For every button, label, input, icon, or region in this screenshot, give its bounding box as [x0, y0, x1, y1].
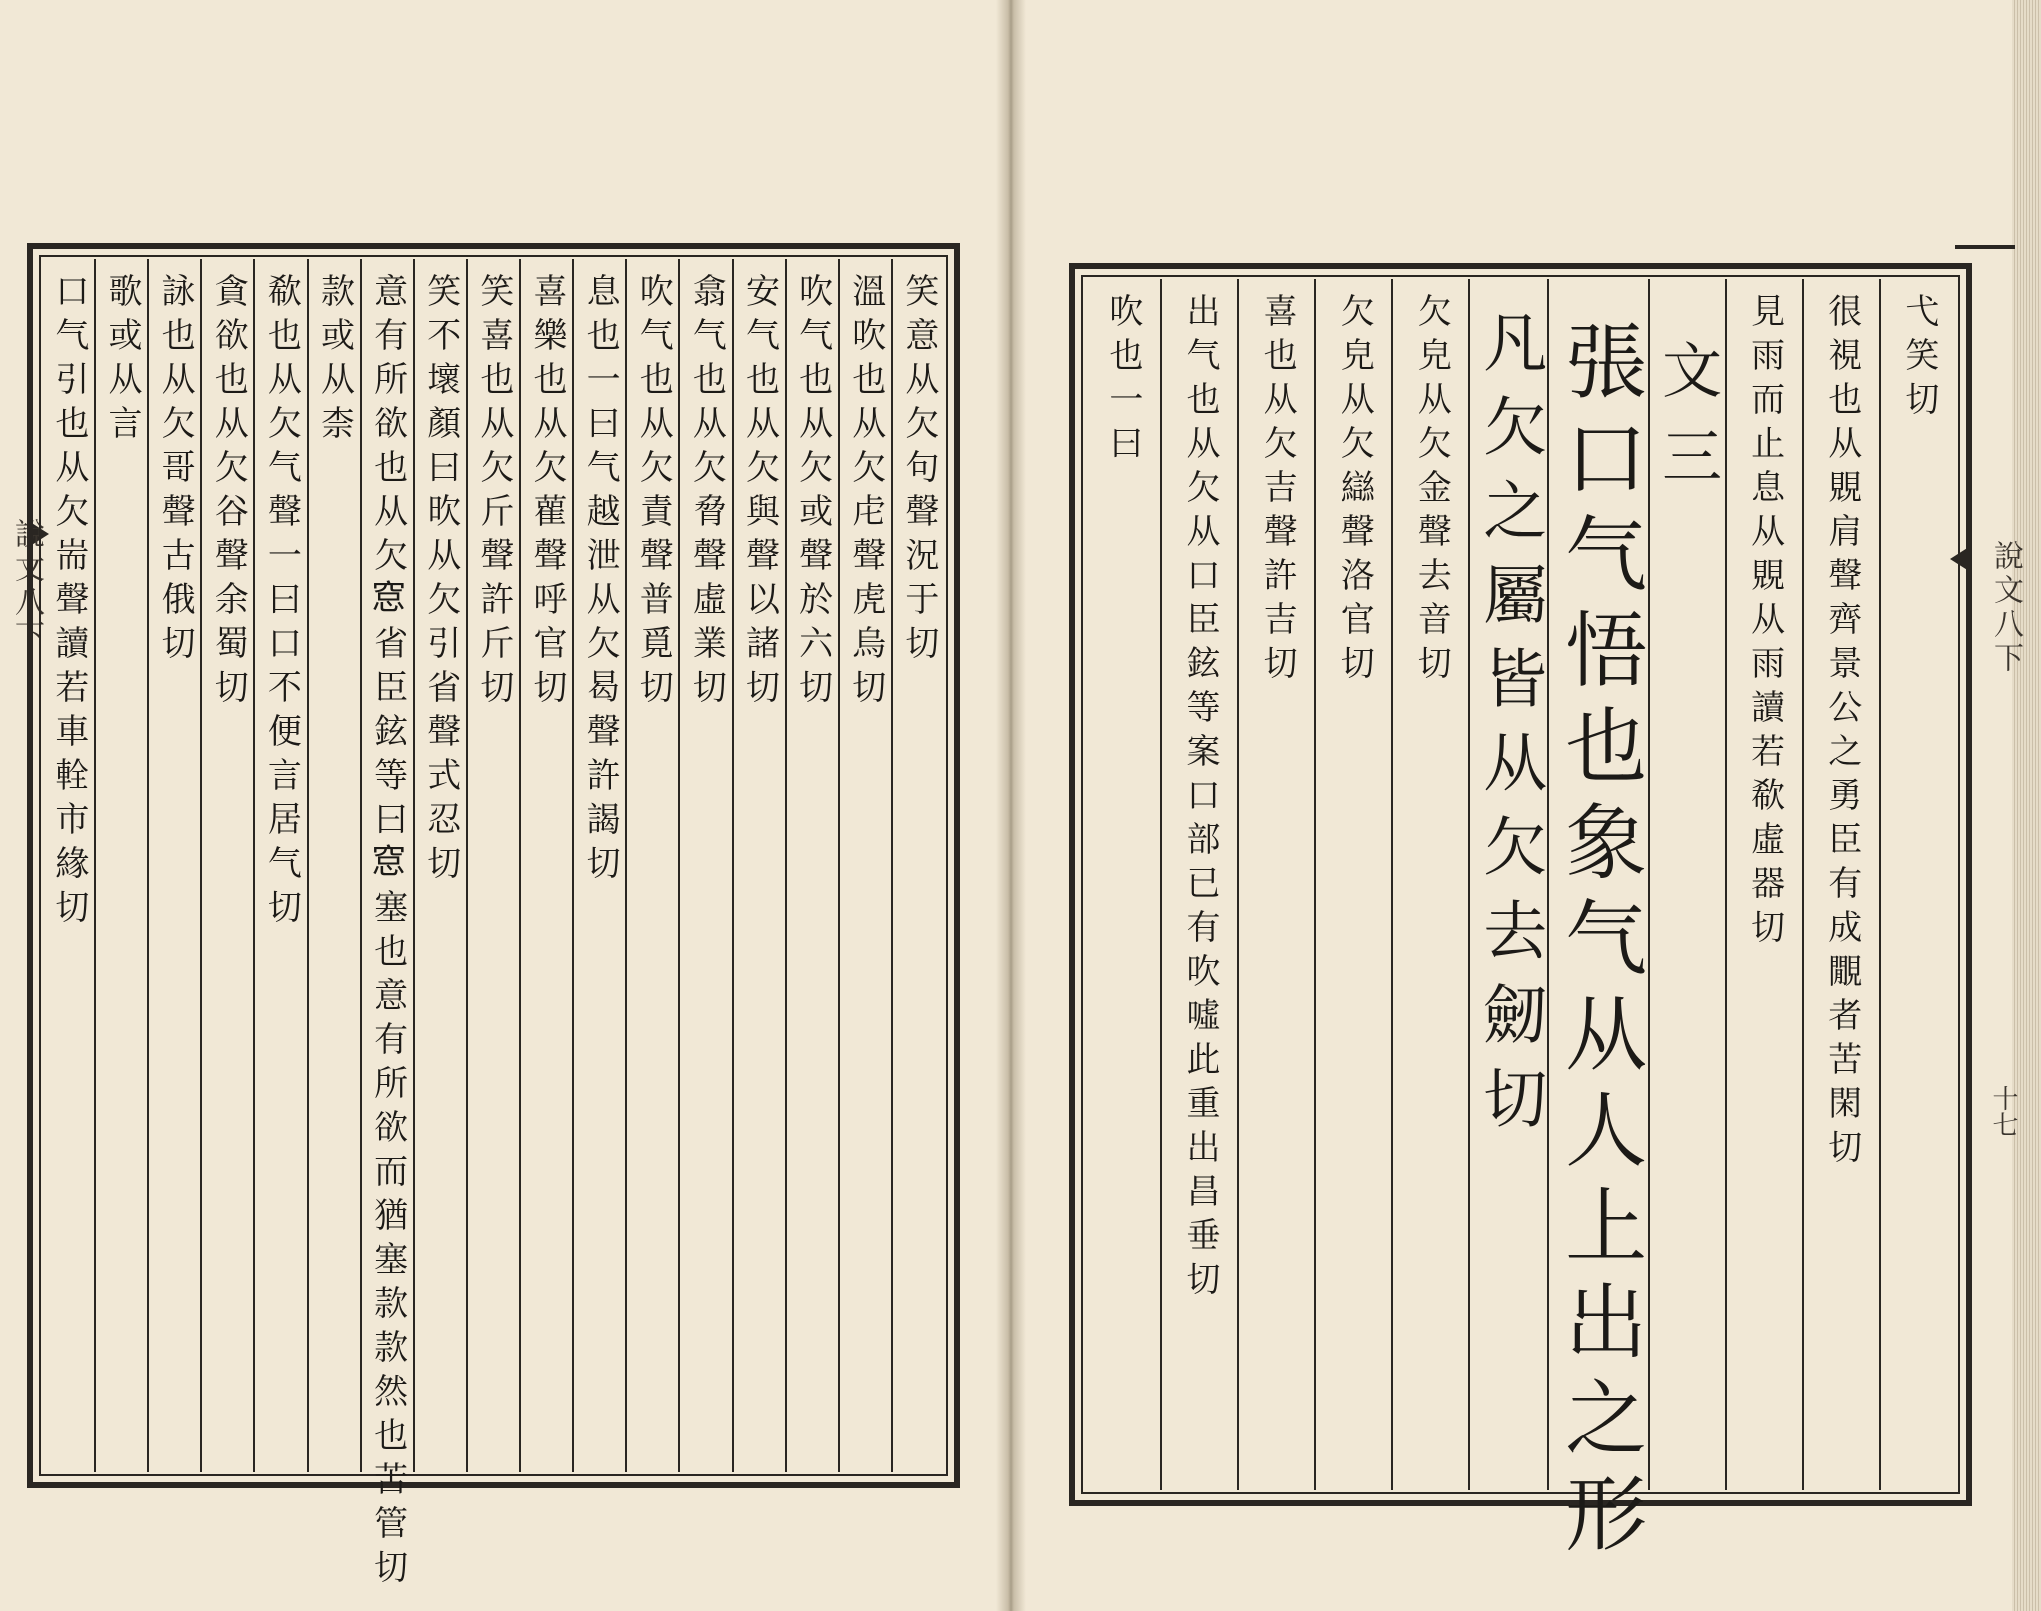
left-column-text: 笑意从欠句聲況于切	[898, 273, 939, 669]
left-column-text: 欷也从欠气聲一曰口不便言居气切	[261, 273, 302, 933]
book-gutter	[996, 0, 1026, 1611]
left-column	[732, 259, 785, 1472]
left-column	[891, 259, 944, 1472]
right-column	[1391, 279, 1468, 1490]
left-column-text: 口气引也从欠耑聲讀若車輇市緣切	[48, 273, 89, 933]
folio-number: 十七	[1988, 1085, 2018, 1137]
left-columns	[43, 259, 944, 1593]
left-column-text: 貪欲也从欠谷聲余蜀切	[208, 273, 249, 713]
right-column	[1547, 279, 1647, 1567]
left-column-text: 息也一曰气越泄从欠曷聲許謁切	[580, 273, 621, 889]
left-column	[253, 259, 306, 1472]
right-column-text: 欠皃从欠䜌聲洛官切	[1334, 293, 1375, 689]
right-column	[1314, 279, 1391, 1490]
right-column-text: 見雨而止息从覞从雨讀若欷虛器切	[1744, 293, 1785, 953]
left-column-text: 喜樂也从欠雚聲呼官切	[526, 273, 567, 713]
left-column	[678, 259, 731, 1472]
right-column	[1237, 279, 1314, 1490]
left-column	[43, 259, 94, 1472]
left-column	[466, 259, 519, 1472]
left-column	[94, 259, 147, 1472]
left-column	[625, 259, 678, 1472]
left-column	[838, 259, 891, 1472]
left-text-frame	[27, 243, 960, 1593]
right-column	[1725, 279, 1802, 1490]
left-column	[572, 259, 625, 1472]
left-column-text: 款或从柰	[314, 273, 355, 449]
right-column	[1648, 279, 1725, 1490]
left-column-text: 安气也从欠與聲以諸切	[739, 273, 780, 713]
right-column-text: 出气也从欠从口臣鉉等案口部已有吹噓此重出昌垂切	[1180, 293, 1220, 1305]
left-column	[519, 259, 572, 1472]
page-edges	[2012, 0, 2041, 1611]
left-column-text: 吹气也从欠責聲普覓切	[633, 273, 674, 713]
left-column-text: 笑喜也从欠斤聲許斤切	[473, 273, 514, 713]
right-column	[1085, 279, 1160, 1490]
left-column	[360, 259, 413, 1593]
right-column-text: 文三	[1652, 339, 1723, 511]
left-column	[413, 259, 466, 1472]
left-column	[200, 259, 253, 1472]
left-column	[147, 259, 200, 1472]
left-column-text: 意有所欲也从欠𥦗省臣鉉等曰𥦗塞也意有所欲而猶塞款款然也苦管切	[367, 273, 408, 1593]
left-column-text: 翕气也从欠脅聲虛業切	[686, 273, 727, 713]
right-columns	[1085, 279, 1956, 1567]
left-column-text: 笑不壞顏曰欥从欠引省聲式忍切	[420, 273, 461, 889]
left-column	[307, 259, 360, 1472]
left-column-text: 歌或从言	[101, 273, 142, 449]
right-column-text: 凡欠之屬皆从欠去劒切	[1472, 309, 1547, 1149]
left-column-text: 詠也从欠哥聲古俄切	[155, 273, 196, 669]
left-column-text: 吹气也从欠或聲於六切	[792, 273, 833, 713]
left-column	[785, 259, 838, 1472]
margin-rule	[1955, 245, 2015, 249]
running-head-left: 說文八下	[9, 518, 44, 654]
right-column-text: 弋笑切	[1898, 293, 1939, 425]
right-column-text: 很視也从覞肩聲齊景公之勇臣有成覵者苦閑切	[1821, 293, 1862, 1173]
right-column-text: 張口气悟也象气从人上出之形	[1551, 319, 1647, 1567]
left-column-text: 溫吹也从欠虍聲虎烏切	[845, 273, 886, 713]
right-column	[1160, 279, 1237, 1490]
right-column-text: 欠皃从欠金聲去音切	[1411, 293, 1452, 689]
right-column-text: 喜也从欠吉聲許吉切	[1257, 293, 1298, 689]
right-column-text: 吹也一曰	[1102, 293, 1143, 469]
right-column	[1802, 279, 1879, 1490]
right-column	[1468, 279, 1547, 1490]
right-column	[1879, 279, 1956, 1490]
running-head-right: 說文八下	[1988, 540, 2023, 676]
right-text-frame	[1069, 263, 1972, 1567]
